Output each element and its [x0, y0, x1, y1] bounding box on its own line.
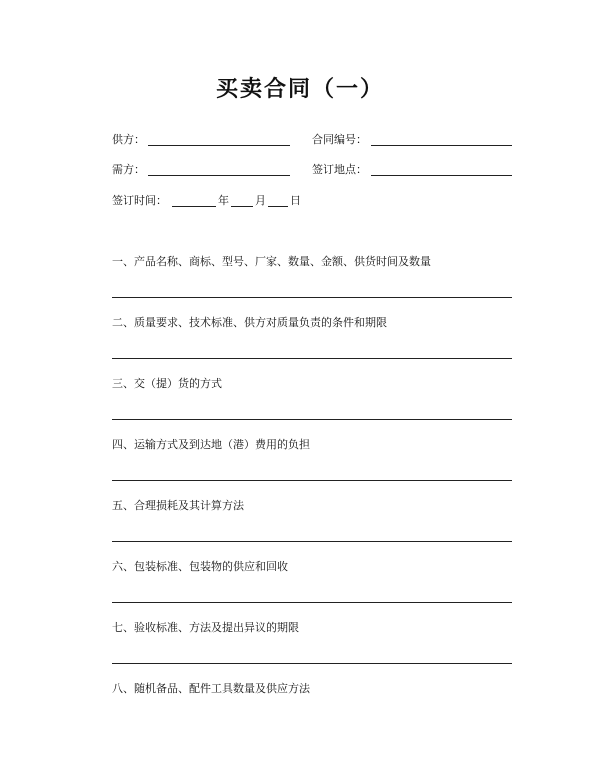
supplier-field[interactable]	[148, 145, 290, 146]
section-1-label: 一、产品名称、商标、型号、厂家、数量、金额、供货时间及数量	[112, 255, 431, 268]
section-5-line[interactable]	[112, 541, 512, 542]
sign-place-label: 签订地点：	[312, 163, 367, 176]
section-2-line[interactable]	[112, 358, 512, 359]
buyer-label: 需方：	[112, 163, 145, 176]
section-4-line[interactable]	[112, 480, 512, 481]
supplier-label: 供方：	[112, 133, 145, 146]
section-4-label: 四、运输方式及到达地（港）费用的负担	[112, 438, 310, 451]
section-3-label: 三、交（提）货的方式	[112, 377, 222, 390]
section-1-line[interactable]	[112, 297, 512, 298]
section-6-line[interactable]	[112, 602, 512, 603]
section-7-label: 七、验收标准、方法及提出异议的期限	[112, 621, 299, 634]
page-title: 买卖合同（一）	[215, 77, 384, 102]
month-label: 月	[255, 194, 266, 207]
day-label: 日	[290, 194, 301, 207]
sign-time-label: 签订时间：	[112, 194, 167, 207]
sign-place-field[interactable]	[371, 175, 512, 176]
section-5-label: 五、合理损耗及其计算方法	[112, 499, 244, 512]
sign-month-field[interactable]	[231, 206, 253, 207]
section-3-line[interactable]	[112, 419, 512, 420]
sign-day-field[interactable]	[268, 206, 288, 207]
sign-year-field[interactable]	[172, 206, 216, 207]
year-label: 年	[218, 194, 229, 207]
section-7-line[interactable]	[112, 663, 512, 664]
contract-number-field[interactable]	[371, 145, 512, 146]
contract-number-label: 合同编号：	[312, 133, 367, 146]
buyer-field[interactable]	[148, 175, 290, 176]
section-8-label: 八、随机备品、配件工具数量及供应方法	[112, 682, 310, 695]
section-6-label: 六、包装标准、包装物的供应和回收	[112, 560, 288, 573]
section-2-label: 二、质量要求、技术标准、供方对质量负责的条件和期限	[112, 316, 387, 329]
